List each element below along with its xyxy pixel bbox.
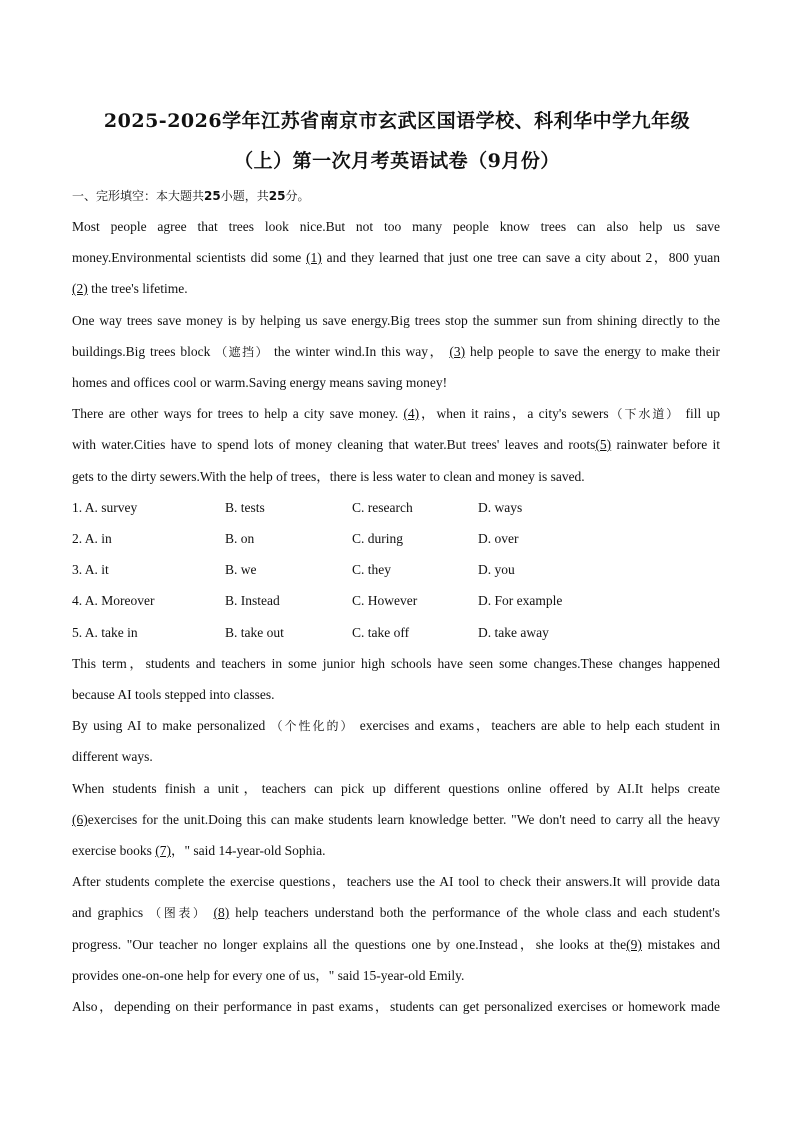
passage-line: (2) the tree's lifetime. <box>72 281 188 296</box>
blank-6[interactable]: (6) <box>72 812 88 827</box>
question-5: 5. A. take in <box>72 625 138 640</box>
option-d[interactable]: D. you <box>478 562 515 577</box>
option-c[interactable]: C. research <box>352 500 413 515</box>
option-d[interactable]: D. For example <box>478 593 563 608</box>
question-4: 4. A. Moreover <box>72 593 155 608</box>
section-heading: 一、完形填空：本大题共25小题，共25分。 <box>72 189 310 203</box>
passage-line: Also，depending on their performance in past exams，students can get personalized exercises or homework made <box>72 999 720 1014</box>
blank-1[interactable]: (1) <box>306 250 322 265</box>
question-1: 1. A. survey <box>72 500 138 515</box>
option-a[interactable]: A. in <box>84 531 112 546</box>
option-d[interactable]: D. ways <box>478 500 523 515</box>
option-c[interactable]: C. during <box>352 531 404 546</box>
passage-line: and graphics （图表） (8) help teachers understand both the performance of the whole class and each student's <box>72 905 721 920</box>
option-c[interactable]: C. take off <box>352 625 410 640</box>
passage-line: After students complete the exercise questions，teachers use the AI tool to check their answers.It will provide data <box>72 874 720 889</box>
option-a[interactable]: A. survey <box>84 500 138 515</box>
passage-line: There are other ways for trees to help a city save money. (4)，when it rains，a city's sewers（下水道） fill up <box>72 406 720 421</box>
option-d[interactable]: D. over <box>478 531 519 546</box>
passage-line: Most people agree that trees look nice.But not too many people know trees can also help us save <box>72 219 720 234</box>
passage-line: with water.Cities have to spend lots of money cleaning that water.But trees' leaves and roots(5) rainwater before it <box>72 437 720 452</box>
blank-2[interactable]: (2) <box>72 281 88 296</box>
passage-line: different ways. <box>72 749 153 764</box>
option-a[interactable]: A. it <box>84 562 109 577</box>
passage-line: One way trees save money is by helping us save energy.Big trees stop the summer sun from shining directly to the <box>72 313 720 328</box>
question-2: 2. A. in <box>72 531 112 546</box>
passage-line: This term，students and teachers in some junior high schools have seen some changes.These changes happened <box>72 656 720 671</box>
option-d[interactable]: D. take away <box>478 625 549 640</box>
option-c[interactable]: C. However <box>352 593 418 608</box>
option-b[interactable]: B. tests <box>225 500 265 515</box>
option-a[interactable]: A. Moreover <box>84 593 155 608</box>
passage-line: buildings.Big trees block （遮挡） the winter wind.In this way， (3) help people to save the energy to make their <box>72 344 720 359</box>
passage-line: By using AI to make personalized （个性化的） exercises and exams，teachers are able to help each student in <box>72 718 721 733</box>
passage-line: money.Environmental scientists did some (1) and they learned that just one tree can save a city about 2，800 yuan <box>72 250 721 265</box>
option-c[interactable]: C. they <box>352 562 391 577</box>
option-b[interactable]: B. on <box>225 531 255 546</box>
blank-9[interactable]: (9) <box>626 937 642 952</box>
option-b[interactable]: B. we <box>225 562 257 577</box>
passage-line: because AI tools stepped into classes. <box>72 687 275 702</box>
blank-8[interactable]: (8) <box>213 905 230 920</box>
blank-7[interactable]: (7) <box>155 843 171 858</box>
passage-line: provides one-on-one help for every one of us，" said 15-year-old Emily. <box>72 968 465 983</box>
blank-3[interactable]: (3) <box>449 344 466 359</box>
option-b[interactable]: B. take out <box>225 625 284 640</box>
option-b[interactable]: B. Instead <box>225 593 280 608</box>
page-title-line1: 2025-2026学年江苏省南京市玄武区国语学校、科利华中学九年级 <box>103 110 691 132</box>
option-a[interactable]: A. take in <box>84 625 138 640</box>
passage-line: When students finish a unit，teachers can pick up different questions online offered by AI.It helps create <box>72 781 720 796</box>
passage-line: exercise books (7)，" said 14-year-old Sophia. <box>72 843 326 858</box>
passage-line: progress. "Our teacher no longer explains all the questions one by one.Instead，she looks at the(9) mistakes and <box>72 937 720 952</box>
passage-line: homes and offices cool or warm.Saving energy means saving money! <box>72 375 448 390</box>
blank-4[interactable]: (4) <box>403 406 420 421</box>
blank-5[interactable]: (5) <box>595 437 612 452</box>
question-3: 3. A. it <box>72 562 109 577</box>
passage-line: (6)exercises for the unit.Doing this can make students learn knowledge better. "We don't need to carry all the heavy <box>72 812 720 827</box>
page-title-line2: （上）第一次月考英语试卷（9月份） <box>234 150 560 172</box>
passage-line: gets to the dirty sewers.With the help of trees，there is less water to clean and money is saved. <box>72 469 585 484</box>
